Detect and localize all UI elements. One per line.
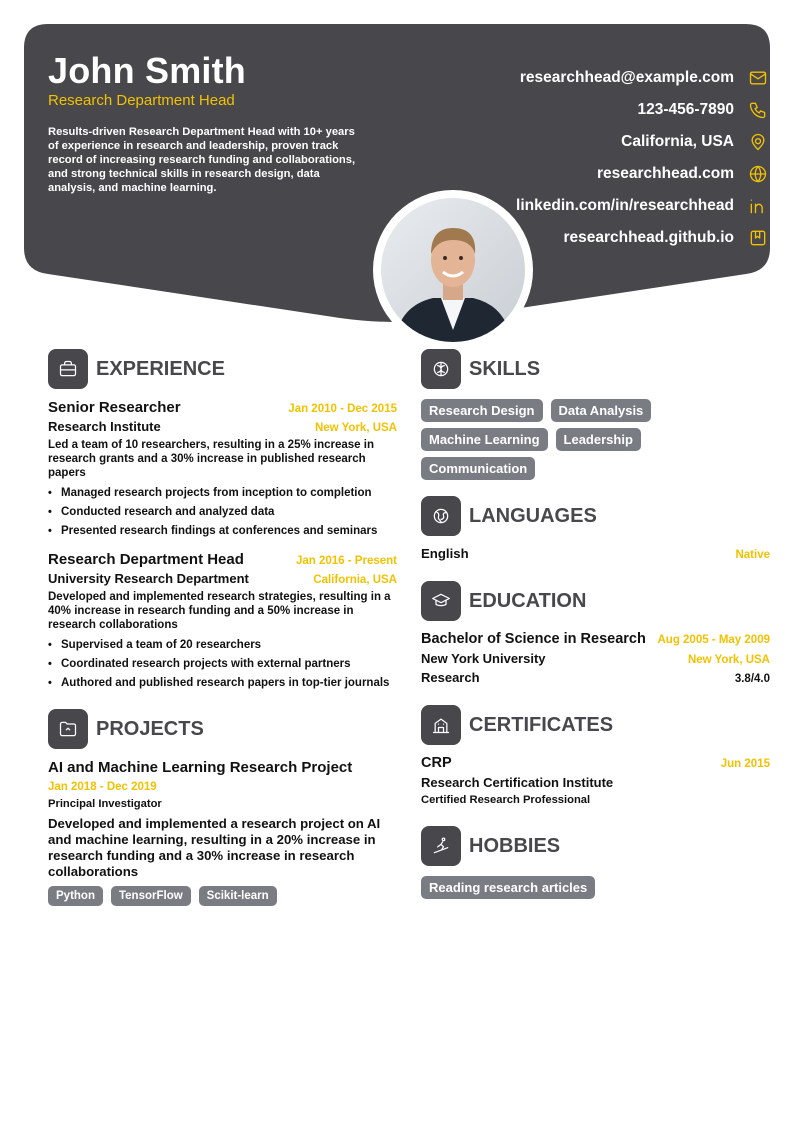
hobbies-section xyxy=(421,826,770,905)
education-title: EDUCATION xyxy=(469,589,587,612)
hobby-tags xyxy=(421,876,770,905)
skill-tag: Research Design xyxy=(421,399,543,422)
languages-title: LANGUAGES xyxy=(469,504,597,527)
project-tag: Scikit-learn xyxy=(199,886,277,906)
linkedin-icon xyxy=(746,194,770,218)
job-bullet: • Coordinated research projects with external partners xyxy=(48,655,397,674)
education-degree: Bachelor of Science in Research xyxy=(421,631,646,647)
phone-icon xyxy=(746,98,770,122)
education-location: New York, USA xyxy=(687,654,770,666)
contact-github-text[interactable]: researchhead.github.io xyxy=(563,229,734,246)
job-title: Research Department Head xyxy=(48,551,244,568)
job-location: New York, USA xyxy=(314,422,397,434)
certificate-date: Jun 2015 xyxy=(720,758,770,770)
contact-linkedin-text[interactable]: linkedin.com/in/researchhead xyxy=(516,197,734,214)
project-tag: TensorFlow xyxy=(111,886,191,906)
folder-icon xyxy=(48,709,88,749)
projects-header xyxy=(48,709,397,749)
skill-tag: Data Analysis xyxy=(551,399,652,422)
project-description: Developed and implemented a research project on AI and machine learning, resulting in a 20% increase in research funding and a 30% increase in research collaborations xyxy=(48,816,381,879)
experience-section xyxy=(48,349,397,693)
job-description: Led a team of 10 researchers, resulting in a 25% increase in research grants and a 30% increase in published research papers xyxy=(48,439,374,479)
job-bullet: • Supervised a team of 20 researchers xyxy=(48,636,397,655)
job-bullet: • Managed research projects from inception to completion xyxy=(48,484,397,503)
brain-icon xyxy=(421,349,461,389)
experience-header xyxy=(48,349,397,389)
education-date: Aug 2005 - May 2009 xyxy=(657,634,770,646)
contact-website[interactable] xyxy=(516,158,770,190)
mail-icon xyxy=(746,66,770,90)
education-section xyxy=(421,581,770,685)
language-item xyxy=(421,546,770,561)
certificate-issuer: Research Certification Institute xyxy=(421,775,614,790)
right-column xyxy=(421,349,770,921)
contact-github[interactable] xyxy=(516,222,770,254)
globe-icon xyxy=(746,162,770,186)
job-bullet: • Presented research findings at conferences and seminars xyxy=(48,522,397,541)
candidate-name: John Smith xyxy=(48,50,246,91)
graduation-cap-icon xyxy=(421,581,461,621)
job-bullets xyxy=(48,484,397,541)
hobbies-title: HOBBIES xyxy=(469,834,561,857)
contact-email-text[interactable]: researchhead@example.com xyxy=(519,69,734,86)
job-description: Developed and implemented research strategies, resulting in a 40% increase in research funding and a 50% increase in research collaborations xyxy=(48,591,391,631)
language-icon xyxy=(421,496,461,536)
contact-location-text: California, USA xyxy=(621,133,734,150)
contact-email[interactable] xyxy=(516,62,770,94)
job-bullet: • Conducted research and analyzed data xyxy=(48,503,397,522)
skills-title: SKILLS xyxy=(469,357,541,380)
job-bullets xyxy=(48,636,397,693)
briefcase-icon xyxy=(48,349,88,389)
bookmark-icon xyxy=(746,226,770,250)
contact-phone-text[interactable]: 123-456-7890 xyxy=(637,101,734,118)
education-header xyxy=(421,581,770,621)
project-tags xyxy=(48,886,397,910)
contact-list xyxy=(516,62,770,254)
summary: Results-driven Research Department Head with 10+ years of experience in research and leadership, proven track record of increasing research funding and collaborations, and strong technical skills in research design, data analysis, and machine learning. xyxy=(48,126,356,194)
projects-section xyxy=(48,709,397,910)
job-bullet: • Authored and published research papers in top-tier journals xyxy=(48,674,397,693)
hobby-tag: Reading research articles xyxy=(421,876,595,899)
skill-tags xyxy=(421,399,770,486)
certificate-description: Certified Research Professional xyxy=(421,794,591,806)
languages-section xyxy=(421,496,770,561)
project-date: Jan 2018 - Dec 2019 xyxy=(48,781,157,793)
contact-website-text[interactable]: researchhead.com xyxy=(597,165,734,182)
education-school: New York University xyxy=(421,651,546,666)
job-date: Jan 2016 - Present xyxy=(295,555,397,567)
project-tag: Python xyxy=(48,886,103,906)
certificates-title: CERTIFICATES xyxy=(469,713,614,736)
language-level: Native xyxy=(735,549,770,561)
projects-title: PROJECTS xyxy=(96,717,204,740)
hobbies-header xyxy=(421,826,770,866)
contact-location xyxy=(516,126,770,158)
education-field: Research xyxy=(421,670,480,685)
skiing-icon xyxy=(421,826,461,866)
job-org: Research Institute xyxy=(48,419,161,434)
job-org: University Research Department xyxy=(48,571,249,586)
project-role: Principal Investigator xyxy=(48,798,162,810)
skill-tag: Communication xyxy=(421,457,535,480)
profile-photo xyxy=(381,198,525,342)
certificates-section xyxy=(421,705,770,806)
profile-photo-frame xyxy=(373,190,533,350)
left-column xyxy=(48,349,397,926)
job-entry xyxy=(48,399,397,541)
location-icon xyxy=(746,130,770,154)
job-date: Jan 2010 - Dec 2015 xyxy=(288,403,397,415)
skills-header xyxy=(421,349,770,389)
candidate-title: Research Department Head xyxy=(48,92,235,109)
experience-title: EXPERIENCE xyxy=(96,357,225,380)
contact-phone[interactable] xyxy=(516,94,770,126)
education-gpa: 3.8/4.0 xyxy=(734,673,770,685)
certificate-name: CRP xyxy=(421,755,452,771)
languages-header xyxy=(421,496,770,536)
project-title: AI and Machine Learning Research Project xyxy=(48,759,353,776)
building-icon xyxy=(421,705,461,745)
job-title: Senior Researcher xyxy=(48,399,181,416)
skill-tag: Machine Learning xyxy=(421,428,548,451)
skills-section xyxy=(421,349,770,486)
job-entry xyxy=(48,551,397,693)
contact-linkedin[interactable] xyxy=(516,190,770,222)
skill-tag: Leadership xyxy=(556,428,641,451)
language-name: English xyxy=(421,546,469,561)
certificates-header xyxy=(421,705,770,745)
job-location: California, USA xyxy=(313,574,397,586)
